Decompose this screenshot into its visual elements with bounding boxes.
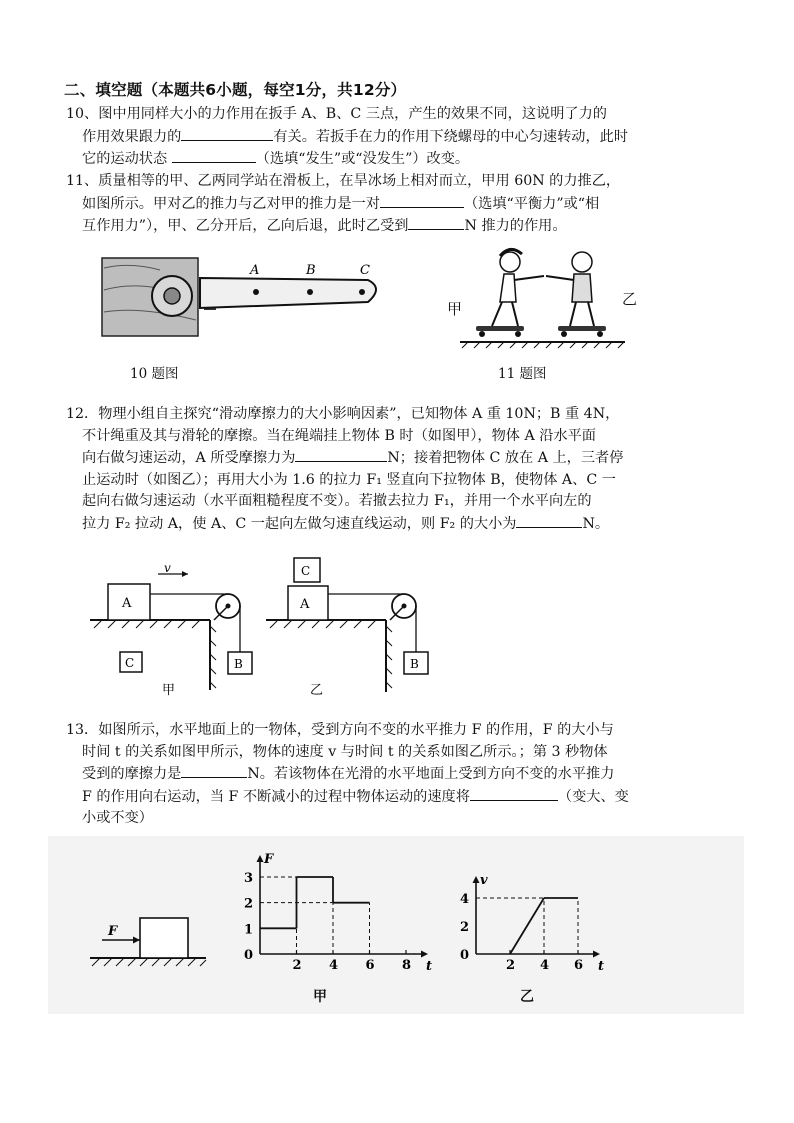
- figure-12-yi-label: 乙: [310, 683, 324, 698]
- figure-11-caption: 11 题图: [498, 366, 547, 382]
- x-tick-label: 2: [292, 958, 302, 973]
- chart-f-t: [226, 832, 433, 982]
- x-tick-label: 4: [540, 958, 550, 973]
- v-series-segment: [510, 898, 544, 954]
- block-b-jia-label: B: [234, 657, 243, 671]
- question-10: [66, 104, 628, 171]
- figure-13-block: [88, 910, 218, 970]
- q12-blank-1[interactable]: [295, 447, 387, 462]
- wrench-label-c: C: [360, 263, 370, 278]
- y-tick-label: 3: [244, 871, 254, 886]
- q12-line-6: 拉力 F₂ 拉动 A，使 A、C 一起向左做匀速直线运动，则 F₂ 的大小为 N。: [66, 513, 623, 536]
- q13-line-4: F 的作用向右运动，当 F 不断减小的过程中物体运动的速度将 （变大、变: [66, 786, 629, 809]
- wrench-handle: [200, 278, 376, 308]
- block-b-yi-label: B: [410, 657, 419, 671]
- block-a-yi-label: A: [300, 597, 310, 612]
- velocity-label: v: [164, 561, 171, 575]
- q13-blank-2[interactable]: [470, 786, 558, 801]
- y-tick-label: 2: [460, 920, 470, 935]
- q10-line-3: 它的运动状态 （选填“发生”或“没发生”）改变。: [66, 148, 628, 171]
- skater-right-head: [572, 252, 592, 272]
- figure-10-caption: 10 题图: [130, 366, 179, 382]
- y-axis-label: v: [480, 873, 488, 888]
- pushed-block: [140, 918, 188, 958]
- q12-line-3: 向右做匀速运动，A 所受摩擦力为 N；接着把物体 C 放在 A 上，三者停: [66, 447, 623, 470]
- x-tick-label: 8: [402, 958, 412, 973]
- q12-line-4: 止运动时（如图乙）；再用大小为 1.6 的拉力 F₁ 竖直向下拉物体 B，使物体 A、C 一: [82, 471, 616, 488]
- y-axis-arrow: [257, 855, 264, 862]
- chart-f-t-title: 甲: [313, 989, 327, 1005]
- q12-line-2: 不计绳重及其与滑轮的摩擦。当在绳端挂上物体 B 时（如图甲），物体 A 沿水平面: [82, 427, 596, 444]
- y-tick-label: 4: [460, 892, 470, 907]
- q13-line-2: 时间 t 的关系如图甲所示，物体的速度 v 与时间 t 的关系如图乙所示。；第 3 秒物体: [82, 743, 608, 760]
- skater-left-head: [500, 252, 520, 272]
- block-c-aside-label: C: [125, 656, 135, 670]
- block-c-yi-label: C: [301, 564, 311, 578]
- x-axis-arrow: [593, 951, 600, 958]
- x-tick-label: 4: [329, 958, 339, 973]
- x-axis-label: t: [598, 959, 605, 974]
- y-tick-label: 1: [244, 922, 254, 938]
- q12-line-5: 起向右做匀速运动（水平面粗糙程度不变）。若撤去拉力 F₁，并用一个水平向左的: [82, 493, 592, 509]
- wrench-label-a: A: [250, 263, 260, 278]
- q12-line-1: 12．物理小组自主探究“滑动摩擦力的大小影响因素”，已知物体 A 重 10N；B 重 4N，: [66, 406, 620, 422]
- section-title: 二、填空题（本题共6小题，每空1分，共12分）: [64, 81, 407, 99]
- q10-blank-2[interactable]: [172, 148, 256, 163]
- q13-blank-1[interactable]: [181, 763, 247, 778]
- q11-blank-2[interactable]: [408, 215, 464, 230]
- y-tick-label: 0: [460, 948, 470, 963]
- y-tick-label: 2: [244, 896, 254, 912]
- y-tick-label: 0: [244, 948, 254, 963]
- chart-v-t: [446, 842, 626, 982]
- question-12: [66, 404, 623, 535]
- q10-line-1: 10、图中用同样大小的力作用在扳手 A、B、C 三点，产生的效果不同，这说明了力的: [66, 106, 607, 122]
- x-tick-label: 6: [365, 958, 375, 973]
- q13-line-1: 13．如图所示，水平地面上的一物体，受到方向不变的水平推力 F 的作用，F 的大小与: [66, 722, 614, 738]
- q10-blank-1[interactable]: [181, 126, 273, 141]
- x-tick-label: 2: [506, 958, 516, 973]
- figure-12-yi: [262, 552, 442, 700]
- x-tick-label: 6: [574, 958, 584, 973]
- q13-line-3: 受到的摩擦力是 N。若该物体在光滑的水平地面上受到方向不变的水平推力: [66, 763, 629, 786]
- push-force-label: F: [108, 924, 118, 939]
- figure-11-label-jia: 甲: [447, 300, 463, 318]
- q11-line-2: 如图所示。甲对乙的推力与乙对甲的推力是一对 （选填“平衡力”或“相: [66, 193, 620, 216]
- q12-blank-2[interactable]: [516, 513, 582, 528]
- figure-12-jia-label: 甲: [162, 683, 176, 698]
- wrench-label-b: B: [306, 263, 316, 278]
- figure-11-skaters: [440, 240, 640, 352]
- figure-12-jia: [88, 560, 268, 700]
- x-axis-label: t: [426, 959, 433, 974]
- skateboard-right: [558, 326, 606, 331]
- block-a-jia-label: A: [122, 596, 132, 611]
- figure-11-label-yi: 乙: [622, 290, 638, 308]
- y-axis-label: F: [264, 852, 274, 867]
- question-11: [66, 171, 620, 238]
- q11-line-3: 互作用力”），甲、乙分开后，乙向后退，此时乙受到 N 推力的作用。: [66, 215, 620, 238]
- y-axis-arrow: [473, 876, 480, 883]
- q11-line-1: 11、质量相等的甲、乙两同学站在滑板上，在旱冰场上相对而立，甲用 60N 的力推乙，: [66, 173, 621, 189]
- q11-blank-1[interactable]: [380, 193, 464, 208]
- q13-line-5: 小或不变）: [82, 810, 153, 826]
- question-13: [66, 720, 629, 830]
- skateboard-left: [476, 326, 524, 331]
- figure-10-wrench: [100, 250, 400, 350]
- chart-v-t-title: 乙: [520, 989, 534, 1005]
- q10-line-2: 作用效果跟力的 有关。若扳手在力的作用下绕螺母的中心匀速转动，此时: [66, 126, 628, 149]
